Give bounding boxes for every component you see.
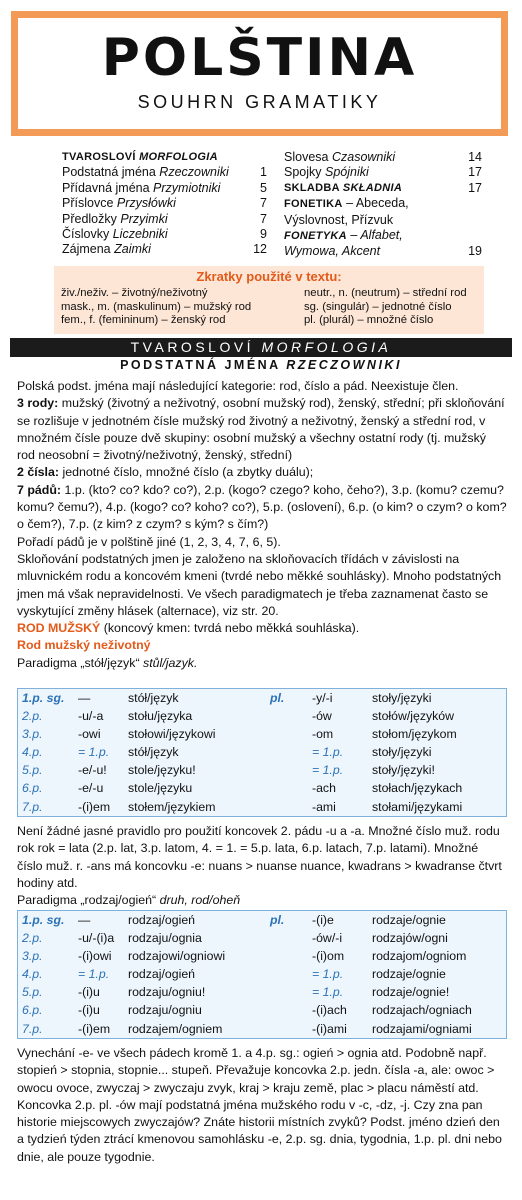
table-cell: stołowi/językowi — [128, 727, 216, 742]
table-cell: 1.p. sg. — [22, 913, 65, 927]
table-cell: stołach/językach — [372, 781, 463, 796]
table-row — [18, 798, 506, 816]
toc-item: Příslovce Przysłówki 7 — [62, 196, 267, 211]
table-cell: 1.p. sg. — [22, 691, 65, 705]
table-cell: stole/języku — [128, 781, 193, 796]
table-cell: -(i)e — [312, 913, 334, 927]
toc-left-column — [62, 150, 267, 258]
table-cell: pl. — [270, 913, 285, 927]
toc-item: FONETYKA – Alfabet, — [284, 228, 403, 243]
table-cell: rodzaje/ognie — [372, 967, 446, 982]
table-row — [18, 983, 506, 1001]
table-cell: 7.p. — [22, 799, 43, 814]
toc-item: Předložky Przyimki 7 — [62, 211, 267, 226]
table-row — [18, 1020, 506, 1038]
table-cell: -ach — [312, 781, 336, 796]
table-cell: -(i)em — [78, 799, 111, 814]
paradigm-table-rodzaj — [17, 910, 507, 1039]
abbreviations-left: živ./neživ. – životný/neživotný mask., m. (maskulinum) – mužský rod fem., f. (femininum) – ženský rod — [61, 287, 252, 326]
table-cell: rodzaje/ognie! — [372, 985, 450, 1000]
table-cell: = 1.p. — [312, 763, 344, 778]
table-cell: -e/-u! — [78, 763, 107, 778]
toc-item: Spojky Spójniki 17 — [284, 165, 482, 180]
table-row — [18, 929, 506, 947]
table-row — [18, 743, 506, 761]
table-cell: = 1.p. — [312, 967, 344, 982]
table-cell: 2.p. — [22, 709, 43, 724]
table-row — [18, 707, 506, 725]
table-row — [18, 965, 506, 983]
table-cell: rodzaj/ogień — [128, 967, 195, 982]
table-cell: — — [78, 691, 91, 705]
toc-item: FONETIKA – Abeceda, — [284, 196, 409, 211]
table-row — [18, 761, 506, 779]
toc-item: Výslovnost, Přízvuk — [284, 212, 394, 227]
table-cell: stołu/języka — [128, 709, 193, 724]
table-cell: rodzajom/ogniom — [372, 949, 467, 964]
table-row — [18, 779, 506, 797]
toc-item: SKLADBA SKŁADNIA 17 — [284, 180, 482, 195]
table-cell: stołem/językiem — [128, 799, 216, 814]
toc-item: Číslovky Liczebniki 9 — [62, 227, 267, 242]
abbreviations-box — [54, 266, 484, 334]
table-cell: -y/-i — [312, 691, 333, 705]
section-banner: TVAROSLOVÍ MORFOLOGIA — [10, 338, 512, 357]
table-row — [18, 725, 506, 743]
table-cell: -(i)ami — [312, 1021, 347, 1036]
table-cell: = 1.p. — [78, 967, 110, 982]
table-cell: rodzaje/ognie — [372, 913, 446, 927]
table-cell: 4.p. — [22, 745, 43, 760]
table-cell: -ami — [312, 799, 336, 814]
table-cell: stół/język — [128, 691, 179, 705]
table-row — [18, 947, 506, 965]
table-cell: -(i)em — [78, 1021, 111, 1036]
table-cell: rodzajów/ogni — [372, 931, 448, 946]
final-text: Vynechání -e- ve všech pádech kromě 1. a 4.p. sg.: ogień > ognia atd. Podobně např. stopień > stopnia, stopnie... stupeň. Převažuje koncovka 2.p. jedn. čísla -a, ale: owoc > owocu ovoce, zwyczaj > zwyczaju zvyk, kraj > kraju země, plac > placu náměstí atd. Koncovka 2.p. pl. -ów mají podstatná jména mužského rodu v -c, -dz, -j. Czy zna pan historie miejscowych zwyczajów? Znáte historii místních zvyků? Podst. jméno dzień den a tydzień týden ztrácí kmenovou samohlásku -e, 2.p. sg. dnia, tygodnia, 1.p. pl. dni nebo dnie, ale pouze tygodnie. — [17, 1046, 502, 1164]
paradigm-table-stol — [17, 688, 507, 817]
table-cell: stołów/języków — [372, 709, 455, 724]
table-cell: 4.p. — [22, 967, 43, 982]
note-text: Není žádné jasné pravidlo pro použití koncovek 2. pádu -u a -a. Množné číslo muž. rodu rok rok = lata (2.p. lat, 3.p. latom, 4. = 1. = 5.p. lata, 6.p. latach, 7.p. latami). Množné číslo muž. r. -ans má koncovku -e: nuans > nuanse nuance, kwadrans > kwadranse čtvrt hodiny atd. Paradigma „rodzaj/ogień“ druh, rod/oheň — [17, 824, 502, 908]
toc-item: Slovesa Czasowniki 14 — [284, 150, 482, 164]
table-row — [18, 1001, 506, 1019]
table-cell: -om — [312, 727, 334, 742]
table-cell: rodzajowi/ogniowi — [128, 949, 226, 964]
title-box — [11, 11, 508, 136]
table-cell: rodzaju/ognia — [128, 931, 202, 946]
table-cell: -u/-a — [78, 709, 104, 724]
table-cell: = 1.p. — [312, 745, 344, 760]
table-row — [18, 911, 506, 929]
page-subtitle: SOUHRN GRAMATIKY — [137, 92, 382, 112]
table-cell: 5.p. — [22, 985, 43, 1000]
table-cell: = 1.p. — [312, 985, 344, 1000]
table-cell: -u/-(i)a — [78, 931, 115, 946]
abbreviations-right: neutr., n. (neutrum) – střední rod sg. (singulár) – jednotné číslo pl. (plurál) – množné číslo — [304, 287, 467, 326]
toc-item: Přídavná jména Przymiotniki 5 — [62, 180, 267, 195]
table-cell: rodzaju/ogniu! — [128, 985, 206, 1000]
table-cell: stołom/językom — [372, 727, 457, 742]
table-cell: stoły/języki — [372, 691, 432, 705]
table-cell: -ów — [312, 709, 332, 724]
table-cell: stołami/językami — [372, 799, 463, 814]
table-cell: 3.p. — [22, 727, 43, 742]
table-cell: -(i)owi — [78, 949, 112, 964]
table-cell: 5.p. — [22, 763, 43, 778]
table-cell: = 1.p. — [78, 745, 110, 760]
table-cell: rodzajem/ogniem — [128, 1021, 223, 1036]
table-cell: rodzaj/ogień — [128, 913, 195, 927]
section-subheading: PODSTATNÁ JMÉNA RZECZOWNIKI — [120, 358, 402, 372]
table-cell: 6.p. — [22, 1003, 43, 1018]
table-cell: 2.p. — [22, 931, 43, 946]
table-cell: -ów/-i — [312, 931, 343, 946]
abbreviations-title: Zkratky použité v textu: — [196, 269, 342, 284]
table-cell: rodzaju/ogniu — [128, 1003, 202, 1018]
toc-item: Zájmena Zaimki 12 — [62, 242, 267, 257]
table-cell: 7.p. — [22, 1021, 43, 1036]
toc-item: Podstatná jména Rzeczowniki 1 — [62, 165, 267, 180]
table-cell: -(i)u — [78, 985, 100, 1000]
toc-item: Wymowa, Akcent 19 — [284, 244, 482, 259]
table-cell: stoły/języki! — [372, 763, 435, 778]
table-cell: stole/języku! — [128, 763, 196, 778]
toc-right-column — [284, 150, 482, 260]
table-cell: 6.p. — [22, 781, 43, 796]
toc-item: TVAROSLOVÍ MORFOLOGIA — [62, 151, 218, 163]
table-cell: stół/język — [128, 745, 179, 760]
table-cell: -(i)ach — [312, 1003, 347, 1018]
table-cell: -(i)u — [78, 1003, 100, 1018]
page-title: POLŠTINA — [101, 28, 418, 88]
table-cell: 3.p. — [22, 949, 43, 964]
table-cell: stoły/języki — [372, 745, 432, 760]
table-cell: rodzajami/ogniami — [372, 1021, 472, 1036]
intro-text: Polská podst. jména mají následující kategorie: rod, číslo a pád. Neexistuje člen. 3 rody: mužský (životný a neživotný, osobní mužský rod), ženský, střední; při skloňování se rozlišuje v jednotném čísle mužský rod životný a neživotný, ženský a střední rod, v množném čísle pouze dvě skupiny: osobní mužský a všechny ostatní rody (tj. mužský rod neosobní = životný/neživotný, ženský, střední) 2 čísla: jednotné číslo, množné číslo (a zbytky duálu); 7 pádů: 1.p. (kto? co? kdo? co?), 2.p. (kogo? czego? koho, čeho?), 3.p. (komu? czemu? komu? čemu?), 4.p. (kogo? co? koho? co?), 5.p. (oslovení), 6.p. (o kim? o czym? o kom? o čem?), 7.p. (z kim? z czym? s kým? s čím?) Pořadí pádů je v polštině jiné (1, 2, 3, 4, 7, 6, 5). Skloňování podstatných jmen je založeno na skloňovacích třídách v závislosti na mluvnickém rodu a koncovém kmeni (tvrdé nebo měkké souhlásky). Mnoho podstatných jmen má však nepravidelnosti. Ve všech paradigmatech je třeba zaznamenat často se vyskytující změny hlásek (alternace), viz str. 20. ROD MUŽSKÝ (koncový kmen: tvrdá nebo měkká souhláska). Rod mužský neživotný Paradigma „stół/język“ stůl/jazyk. — [17, 379, 507, 670]
table-cell: -owi — [78, 727, 101, 742]
table-cell: pl. — [270, 691, 285, 705]
table-cell: — — [78, 913, 91, 927]
table-cell: -(i)om — [312, 949, 345, 964]
table-row — [18, 689, 506, 707]
table-cell: rodzajach/ogniach — [372, 1003, 472, 1018]
table-cell: -e/-u — [78, 781, 104, 796]
